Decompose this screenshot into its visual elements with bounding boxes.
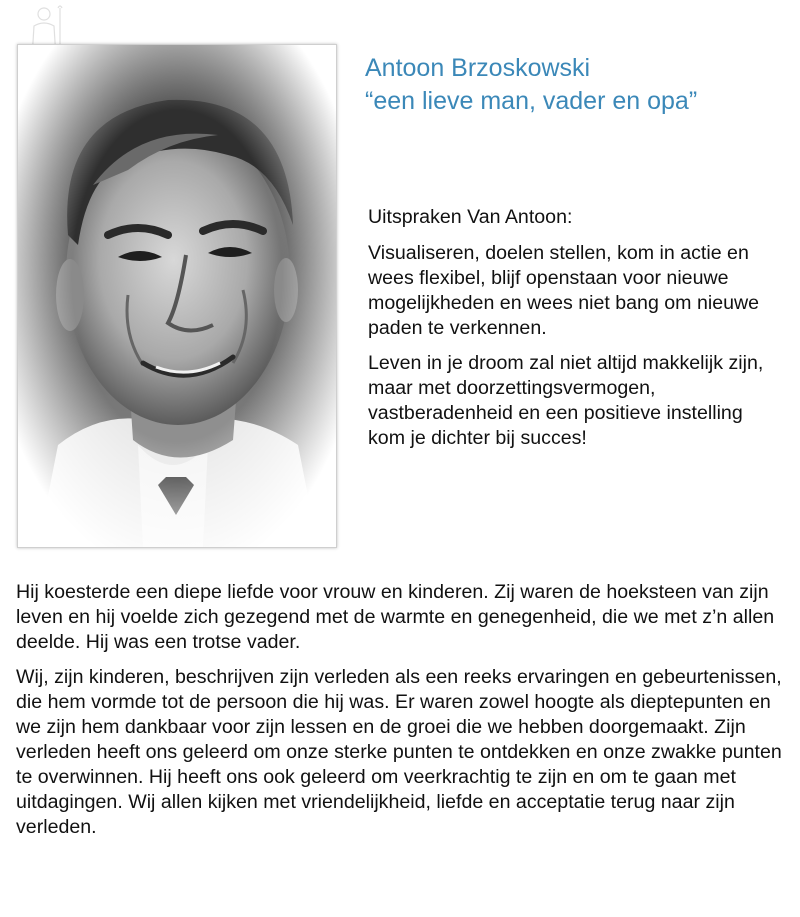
- saying-paragraph: Leven in je droom zal niet altijd makkelijk zijn, maar met doorzettingsvermogen, vastberadenheid en een positieve instelling kom je dichter bij succes!: [368, 352, 764, 449]
- sayings-heading: Uitspraken Van Antoon:: [368, 206, 573, 228]
- portrait-illustration: [18, 45, 336, 547]
- person-name: Antoon Brzoskowski: [365, 54, 591, 82]
- tagline-quote: “een lieve man, vader en opa”: [365, 87, 698, 115]
- title-block: [365, 52, 785, 118]
- sayings-section: [368, 205, 778, 461]
- body-paragraph: Wij, zijn kinderen, beschrijven zijn verleden als een reeks ervaringen en gebeurtenissen, die hem vormde tot de persoon die hij was. Er waren zowel hoogte als dieptepunten en we zijn hem dankbaar voor zijn lessen en de groei die we hebben doorgemaakt. Zijn verleden heeft ons geleerd om onze sterke punten te ontdekken en onze zwakke punten te overwinnen. Hij heeft ons ook geleerd om veerkrachtig te zijn en om te gaan met uitdagingen. Wij allen kijken met vriendelijkheid, liefde en acceptatie terug naar zijn verleden.: [16, 666, 782, 838]
- body-section: [16, 580, 786, 850]
- portrait-photo: [17, 44, 337, 548]
- saying-paragraph: Visualiseren, doelen stellen, kom in actie en wees flexibel, blijf openstaan voor nieuwe mogelijkheden en wees niet bang om nieuwe paden te verkennen.: [368, 242, 760, 339]
- body-paragraph: Hij koesterde een diepe liefde voor vrouw en kinderen. Zij waren de hoeksteen van zijn leven en hij voelde zich gezegend met de warmte en genegenheid, die we met z’n allen deelde. Hij was een trotse vader.: [16, 581, 775, 653]
